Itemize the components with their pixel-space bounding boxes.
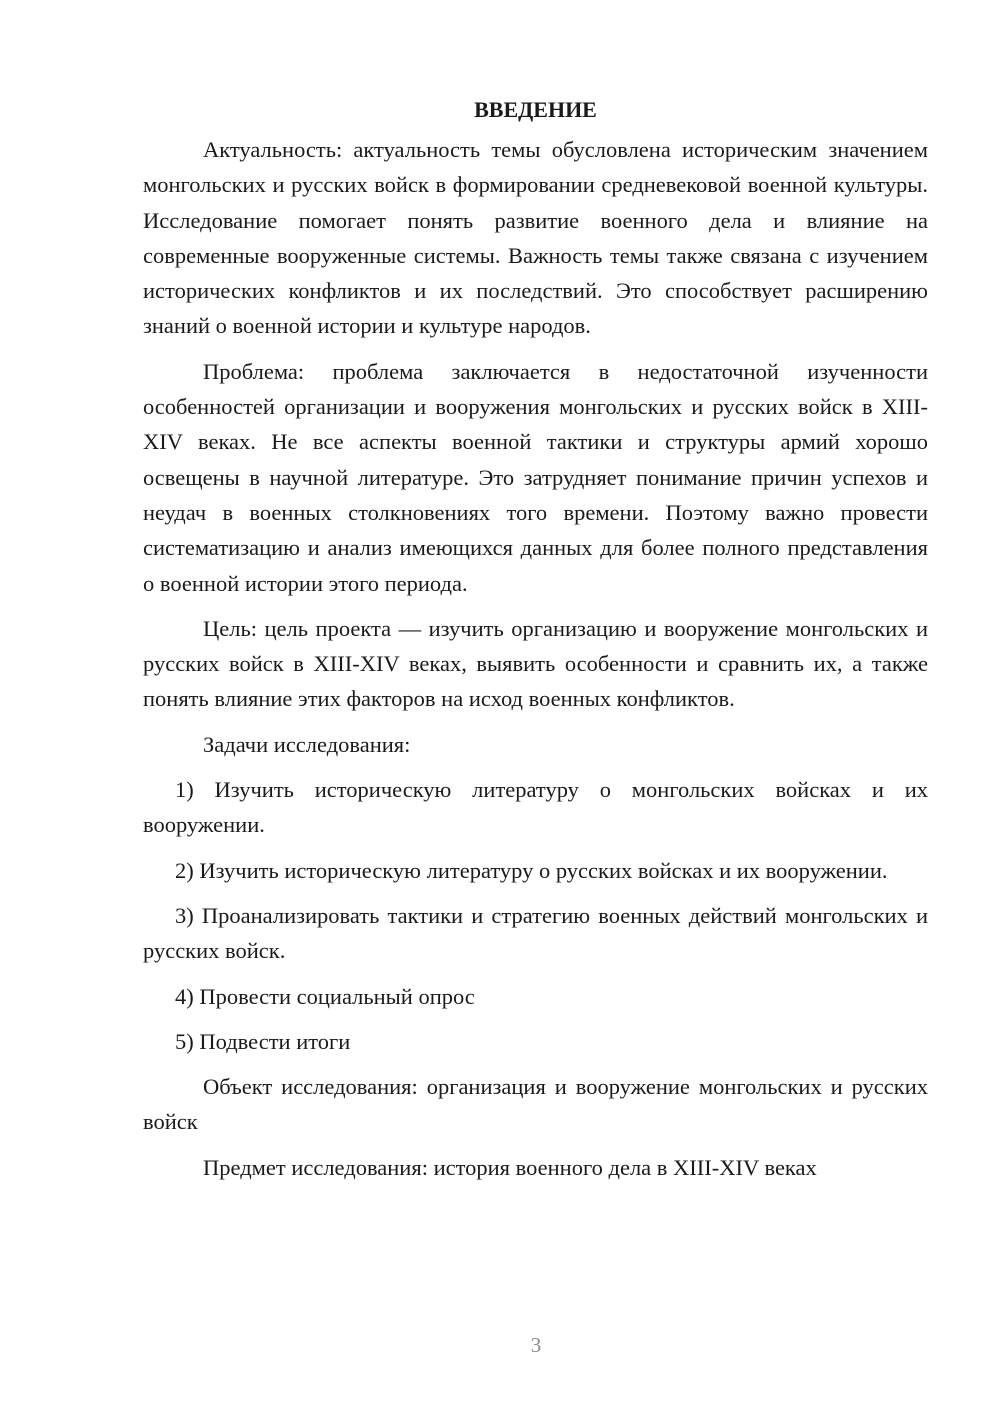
goal-paragraph: Цель: цель проекта — изучить организацию и вооружение монгольских и русских войск в XIII-XIV веках, выявить особенности и сравнить их, а также понять влияние этих факторов на исход военных конфликтов. [143,615,928,712]
task-item-4: 4) Провести социальный опрос [175,983,475,1009]
task-item-1: 1) Изучить историческую литературу о монгольских войсках и их вооружении. [143,777,928,838]
document-page [143,92,928,1195]
object-paragraph: Объект исследования: организация и вооружение монгольских и русских войск [143,1074,928,1135]
relevance-paragraph: Актуальность: актуальность темы обусловлена историческим значением монгольских и русских войск в формировании средневековой военной культуры. Исследование помогает понять развитие военного дела и влияние на современные вооруженные системы. Важность темы также связана с изучением исторических конфликтов и их последствий. Это способствует расширению знаний о военной истории и культуре народов. [143,137,928,339]
page-number: 3 [530,1333,542,1357]
task-item-2: 2) Изучить историческую литературу о русских войсках и их вооружении. [175,857,888,883]
tasks-title: Задачи исследования: [203,731,411,757]
subject-paragraph: Предмет исследования: история военного дела в XIII-XIV веках [203,1154,817,1180]
page-title: ВВЕДЕНИЕ [474,97,597,122]
task-item-5: 5) Подвести итоги [175,1028,351,1054]
problem-paragraph: Проблема: проблема заключается в недостаточной изученности особенностей организации и вооружения монгольских и русских войск в XIII-XIV веках. Не все аспекты военной тактики и структуры армий хорошо освещены в научной литературе. Это затрудняет понимание причин успехов и неудач в военных столкновениях того времени. Поэтому важно провести систематизацию и анализ имеющихся данных для более полного представления о военной истории этого периода. [143,358,928,596]
task-item-3: 3) Проанализировать тактики и стратегию военных действий монгольских и русских войск. [143,902,928,964]
